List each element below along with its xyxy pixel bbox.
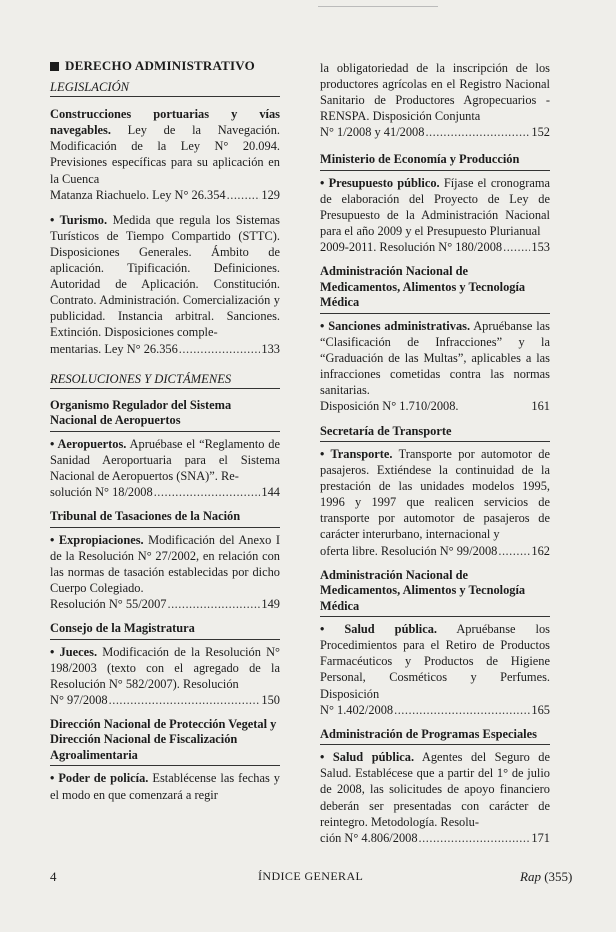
index-block (320, 568, 550, 718)
index-entry (320, 749, 550, 846)
entry-keyword: Aeropuertos. (57, 436, 127, 451)
entry-body: Agentes del Seguro de Salud. Establécese que a partir del 1° de julio de 2008, las solicitudes de apoyo financiero deberán ser presentadas con carácter de reintegro. Metodología. Resolu- (320, 750, 551, 829)
dot-leader (394, 702, 530, 718)
entry-page: 171 (531, 830, 550, 845)
entry-keyword: Construcciones portuarias y vías navegables. (50, 107, 280, 138)
entry-body: la obligatoriedad de la inscripción de los productores agrícolas en el Registro Nacional Sanitario de Productores Agropecuarios - RENSPA. Disposición Conjunta (320, 61, 550, 124)
journal-number: (355) (544, 869, 573, 884)
entry-last-line: 2009-2011. Resolución N° 180/2008 (320, 240, 503, 255)
entry-body: Apruébanse los Procedimientos para el Retiro de Productos Farmacéuticos y Productos de Higiene Personal, Cosméticos y Perfumes. Disposición (320, 622, 550, 701)
entry-last-line: oferta libre. Resolución N° 99/2008 (320, 543, 498, 558)
bullet-icon: • (50, 644, 60, 659)
entry-keyword: Salud pública. (332, 750, 415, 765)
entry-last-line: Disposición N° 1.710/2008. (320, 399, 459, 414)
entry-body: Establécense las fechas y el modo en que comenzará a regir (50, 771, 280, 802)
block-header: Administración de Programas Especiales (320, 727, 550, 746)
journal-name: Rap (520, 869, 541, 884)
index-block (50, 509, 280, 612)
index-block (320, 152, 550, 255)
entry-body: Modificación del Anexo I de la Resolución N° 27/2002, en relación con las normas de tasación establecidas por dicho Cuerpo Colegiado. (50, 532, 280, 595)
index-entry (50, 436, 280, 500)
index-block (50, 717, 280, 803)
entry-last-line: Matanza Riachuelo. Ley N° 26.354 (50, 187, 226, 202)
entry-last-line: N° 1/2008 y 41/2008 (320, 125, 425, 140)
entry-leader (320, 543, 550, 559)
entry-page: 162 (531, 543, 550, 558)
entry-body: Modificación de la Resolución N° 198/2003 (texto con el agregado de la Resolución N° 582/2007). Resolución (50, 644, 281, 691)
square-bullet-icon (50, 62, 59, 71)
entry-page: 144 (261, 484, 280, 499)
block-header: Consejo de la Magistratura (50, 621, 280, 640)
entry-page: 153 (531, 240, 550, 255)
dot-leader (498, 543, 530, 559)
dot-leader (503, 239, 530, 255)
entry-keyword: Transporte. (330, 447, 393, 461)
bullet-icon: • (50, 771, 59, 786)
entry-leader (50, 484, 280, 500)
top-rule (318, 0, 438, 7)
block-header: Organismo Regulador del Sistema Nacional de Aeropuertos (50, 398, 280, 432)
entry-keyword: Jueces. (59, 644, 98, 659)
entry-leader (50, 341, 280, 357)
dot-leader (419, 830, 531, 846)
block-header: Administración Nacional de Medicamentos, Alimentos y Tecnología Médica (320, 568, 550, 618)
entry-leader (50, 692, 280, 708)
index-entry (50, 106, 280, 203)
entry-leader (50, 187, 280, 203)
index-block (320, 264, 550, 414)
index-entry (320, 621, 550, 718)
bullet-icon: • (50, 212, 60, 227)
entry-page: 165 (531, 702, 550, 717)
index-block (320, 424, 550, 559)
right-column (320, 60, 550, 855)
entry-keyword: Turismo. (59, 212, 108, 227)
subsection-resoluciones: RESOLUCIONES Y DICTÁMENES (50, 371, 280, 389)
section-title (50, 58, 280, 74)
entry-body: Fíjase el cronograma de elaboración del Proyecto de Ley de Presupuesto de la Administración Nacional para el año 2009 y el Presupuesto Plurianual (320, 175, 550, 239)
index-block (50, 398, 280, 500)
block-header: Ministerio de Economía y Producción (320, 152, 550, 171)
entry-last-line: solución N° 18/2008 (50, 484, 153, 499)
section-title-text: DERECHO ADMINISTRATIVO (65, 58, 255, 73)
bullet-icon: • (320, 447, 331, 461)
index-entry-continuation (320, 60, 550, 140)
index-entry (50, 212, 280, 357)
entry-body: Transporte por automotor de pasajeros. Extiéndese la continuidad de la prestación de las unidades modelos 1995, 1996 y 1997 que realicen servicios de transporte por automotor de pasajeros de carácter interurbano, internacional y (320, 447, 550, 542)
entry-page: 149 (261, 596, 280, 611)
entry-last-line: mentarias. Ley N° 26.356 (50, 341, 178, 356)
entry-leader (50, 596, 280, 612)
bullet-icon: • (320, 622, 345, 637)
entry-last-line: Resolución N° 55/2007 (50, 596, 167, 611)
index-entry (320, 446, 550, 559)
entry-leader (320, 702, 550, 718)
index-block (50, 621, 280, 708)
entry-leader (320, 124, 550, 140)
entry-leader (320, 830, 550, 846)
dot-leader (425, 124, 530, 140)
entry-page: 152 (531, 125, 550, 140)
entry-leader (320, 398, 550, 414)
entry-body: Medida que regula los Sistemas Turísticos de Tiempo Compartido (STTC). Disposiciones Generales. Ámbito de aplicación. Tipificación. Definiciones. Autoridad de Aplicación. Constitución. Contrato. Administración. Comercialización y publicidad. Instancia arbitral. Sanciones. Extinción. Disposiciones comple- (50, 212, 280, 340)
bullet-icon: • (50, 532, 59, 547)
dot-leader (179, 341, 261, 357)
dot-leader (109, 692, 261, 708)
index-entry (50, 532, 280, 612)
entry-body: Apruébase el “Reglamento de Sanidad Aeroportuaria para el Sistema Nacional de Aeropuertos (SNA)”. Re- (50, 436, 280, 483)
entry-keyword: Poder de policía. (58, 771, 149, 786)
block-header: Dirección Nacional de Protección Vegetal y Dirección Nacional de Fiscalización Agroalimentaria (50, 717, 280, 767)
bullet-icon: • (50, 436, 58, 451)
running-title: ÍNDICE GENERAL (258, 869, 364, 883)
dot-leader (154, 484, 261, 500)
index-entry (320, 318, 550, 415)
entry-keyword: Sanciones administrativas. (328, 318, 471, 333)
bullet-icon: • (320, 318, 329, 333)
entry-body: Ley de la Navegación. Modificación de la Ley N° 20.094. Previsiones específicas para su aplicación en la Cuenca (50, 123, 280, 186)
entry-page: 129 (261, 187, 280, 202)
entry-keyword: Expropiaciones. (58, 532, 144, 547)
dot-leader (167, 596, 260, 612)
subsection-legislacion: LEGISLACIÓN (50, 79, 280, 97)
entry-body: Apruébanse las “Clasificación de Infracciones” y la “Graduación de las Multas”, aplicables a las infracciones cometidas contra las normas sanitarias. (320, 318, 550, 398)
dot-leader (227, 187, 261, 203)
page-number: 4 (50, 869, 57, 884)
entry-page: 161 (531, 399, 550, 414)
index-entry (50, 770, 280, 802)
index-entry (320, 175, 550, 255)
journal-reference (520, 869, 572, 885)
entry-keyword: Presupuesto público. (328, 175, 440, 190)
entry-keyword: Salud pública. (344, 622, 438, 637)
entry-leader (320, 239, 550, 255)
block-header: Administración Nacional de Medicamentos, Alimentos y Tecnología Médica (320, 264, 550, 314)
bullet-icon: • (320, 750, 333, 765)
left-column (50, 56, 280, 812)
block-header: Secretaría de Transporte (320, 424, 550, 443)
entry-last-line: ción N° 4.806/2008 (320, 830, 418, 845)
entry-last-line: N° 1.402/2008 (320, 702, 394, 717)
bullet-icon: • (320, 175, 329, 190)
index-entry (50, 644, 280, 708)
entry-last-line: N° 97/2008 (50, 692, 108, 707)
entry-page: 150 (261, 692, 280, 707)
block-header: Tribunal de Tasaciones de la Nación (50, 509, 280, 528)
entry-page: 133 (261, 341, 280, 356)
index-block (320, 727, 550, 846)
